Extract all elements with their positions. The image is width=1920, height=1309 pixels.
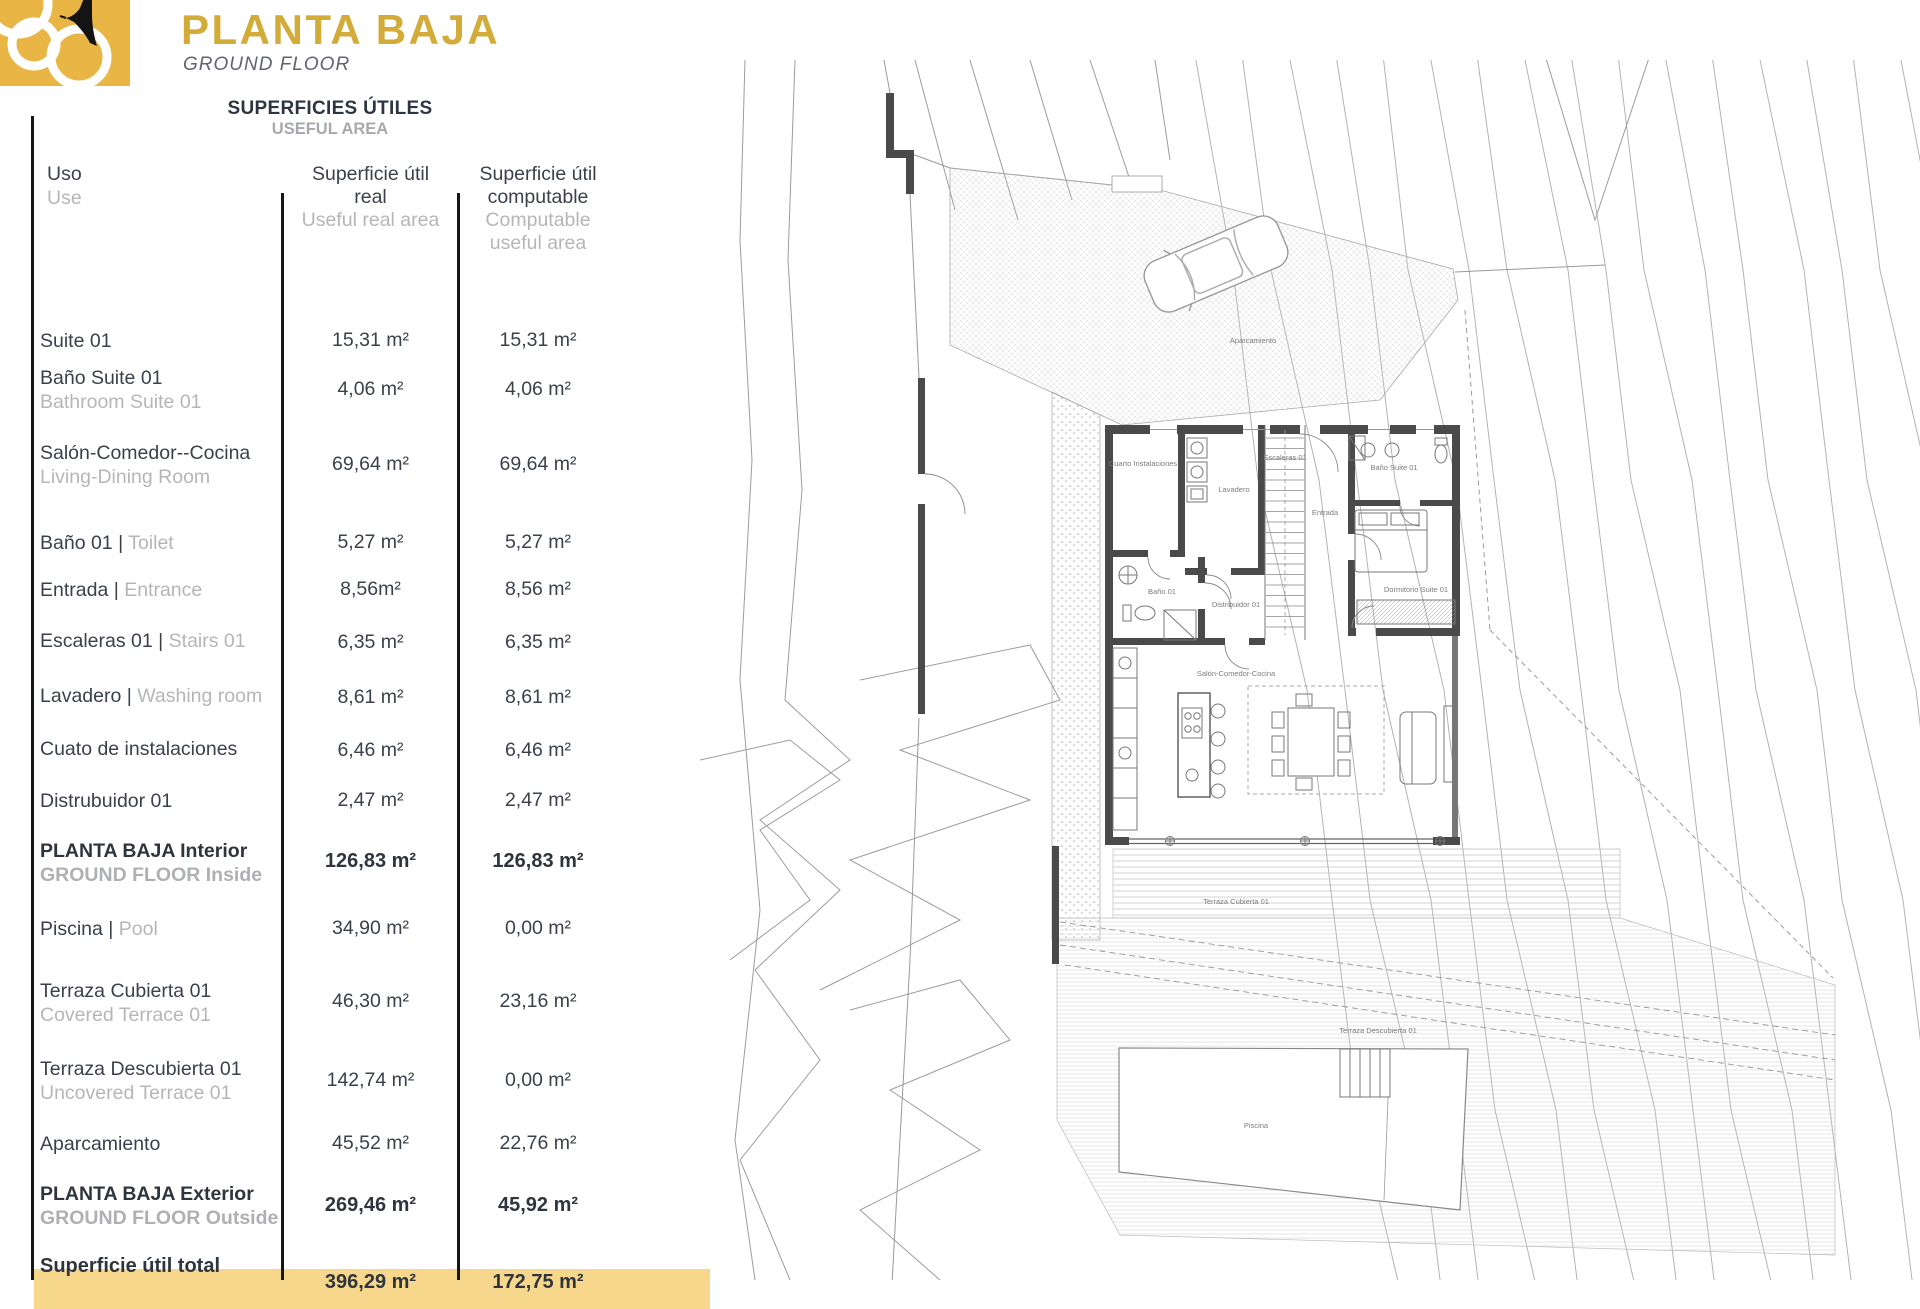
plan-label: Terraza Cubierta 01 xyxy=(1203,897,1269,906)
col-header-real-1: Superficie útil xyxy=(311,163,430,185)
floor-plan xyxy=(700,60,1920,1280)
table-row-value: 23,16 m² xyxy=(499,990,577,1012)
plan-label: Escaleras 01 xyxy=(1263,453,1307,462)
total-value-comp: 172,75 m² xyxy=(492,1271,584,1293)
page-title: PLANTA BAJA xyxy=(181,6,501,53)
table-row-value: 8,61 m² xyxy=(337,686,404,708)
plan-label: Salón-Comedor-Cocina xyxy=(1196,669,1276,678)
table-row-value: 8,56 m² xyxy=(504,578,572,600)
company-logo-icon xyxy=(0,0,130,86)
table-row-label: Cuato de instalaciones xyxy=(40,738,238,760)
table-row-label: Terraza Descubierta 01 Uncovered Terrace 01 xyxy=(40,1058,242,1104)
table-row-value: 126,83 m² xyxy=(492,850,584,872)
col-header-use: Uso xyxy=(47,163,82,185)
table-row-value: 5,27 m² xyxy=(337,531,404,553)
col-header-comp-1: Superficie útil xyxy=(479,163,597,185)
table-row-value: 6,46 m² xyxy=(504,739,572,761)
table-title-en: USEFUL AREA xyxy=(271,120,389,138)
total-value-real: 396,29 m² xyxy=(324,1271,417,1293)
table-row-value: 6,35 m² xyxy=(337,631,404,653)
col-header-comp-en-2: useful area xyxy=(489,232,587,254)
plan-label: Entrada xyxy=(1311,508,1339,517)
table-row-value: 269,46 m² xyxy=(324,1194,417,1216)
table-row-label: Suite 01 xyxy=(40,330,112,352)
glass-wall-ornaments xyxy=(1165,836,1445,846)
table-row-value: 4,06 m² xyxy=(504,378,572,400)
col-header-real-2: real xyxy=(354,186,387,208)
gravel-strip xyxy=(1052,392,1100,940)
table-row-value: 69,64 m² xyxy=(499,453,577,475)
plan-label: Baño Suite 01 xyxy=(1370,463,1418,472)
table-row-value: 142,74 m² xyxy=(326,1069,415,1091)
table-row-label: PLANTA BAJA Exterior GROUND FLOOR Outside xyxy=(40,1183,279,1229)
table-row-value: 6,35 m² xyxy=(504,631,572,653)
plan-label: Cuarto Instalaciones xyxy=(1108,459,1178,468)
table-row-label: Baño Suite 01 Bathroom Suite 01 xyxy=(40,367,202,413)
parking-step xyxy=(1112,176,1162,192)
plan-label: Distribuidor 01 xyxy=(1211,600,1261,609)
table-row-value: 0,00 m² xyxy=(504,917,572,939)
table-row-label: Terraza Cubierta 01 Covered Terrace 01 xyxy=(40,980,212,1026)
table-row-value: 15,31 m² xyxy=(332,329,409,351)
table-row-value: 22,76 m² xyxy=(499,1132,577,1154)
plan-label: Lavadero xyxy=(1218,485,1250,494)
col-header-real-en: Useful real area xyxy=(301,209,440,231)
plan-label: Baño 01 xyxy=(1148,587,1176,596)
plan-label: Dormitorio Suite 01 xyxy=(1383,585,1449,594)
table-row-value: 126,83 m² xyxy=(324,850,417,872)
table-title: SUPERFICIES ÚTILES xyxy=(227,98,433,119)
plan-label: Terraza Descubierta 01 xyxy=(1339,1026,1417,1035)
table-row-value: 69,64 m² xyxy=(332,453,409,475)
table-row-value: 8,56m² xyxy=(340,578,401,600)
plan-label: Piscina xyxy=(1243,1121,1269,1130)
table-row-value: 0,00 m² xyxy=(504,1069,572,1091)
table-row-value: 45,92 m² xyxy=(497,1194,579,1216)
table-row-label: Piscina | Pool xyxy=(40,918,158,940)
page-subtitle: GROUND FLOOR xyxy=(183,54,351,75)
table-row-value: 2,47 m² xyxy=(337,789,404,811)
table-row-value: 4,06 m² xyxy=(337,378,404,400)
table-row-label: Baño 01 | Toilet xyxy=(40,532,174,554)
table-row-label: Distrubuidor 01 xyxy=(40,790,173,812)
col-header-comp-2: computable xyxy=(487,186,589,208)
covered-terrace xyxy=(1113,849,1620,918)
table-row-value: 8,61 m² xyxy=(504,686,572,708)
table-row-label: Entrada | Entrance xyxy=(40,579,203,601)
col-header-comp-en-1: Computable xyxy=(485,209,591,231)
table-row-label: Salón-Comedor--Cocina Living-Dining Room xyxy=(40,442,251,488)
col-header-use-en: Use xyxy=(47,187,82,209)
table-row-value: 46,30 m² xyxy=(332,990,409,1012)
table-row-label: Lavadero | Washing room xyxy=(40,685,263,707)
table-row-value: 5,27 m² xyxy=(504,531,572,553)
table-row-value: 2,47 m² xyxy=(504,789,572,811)
table-row-label: PLANTA BAJA Interior GROUND FLOOR Inside xyxy=(40,840,263,886)
col-divider-1 xyxy=(281,193,284,1280)
table-row-value: 6,46 m² xyxy=(337,739,404,761)
table-row-label: Aparcamiento xyxy=(40,1133,161,1155)
table-row-value: 45,52 m² xyxy=(332,1132,409,1154)
pool-steps xyxy=(1340,1049,1390,1097)
total-row-label: Superficie útil total xyxy=(40,1255,221,1277)
table-row-value: 15,31 m² xyxy=(499,329,577,351)
table-left-border xyxy=(31,116,34,1280)
plan-label: Aparcamiento xyxy=(1229,336,1277,345)
col-divider-2 xyxy=(457,193,460,1280)
table-row-label: Escaleras 01 | Stairs 01 xyxy=(40,630,246,652)
table-row-value: 34,90 m² xyxy=(332,917,409,939)
